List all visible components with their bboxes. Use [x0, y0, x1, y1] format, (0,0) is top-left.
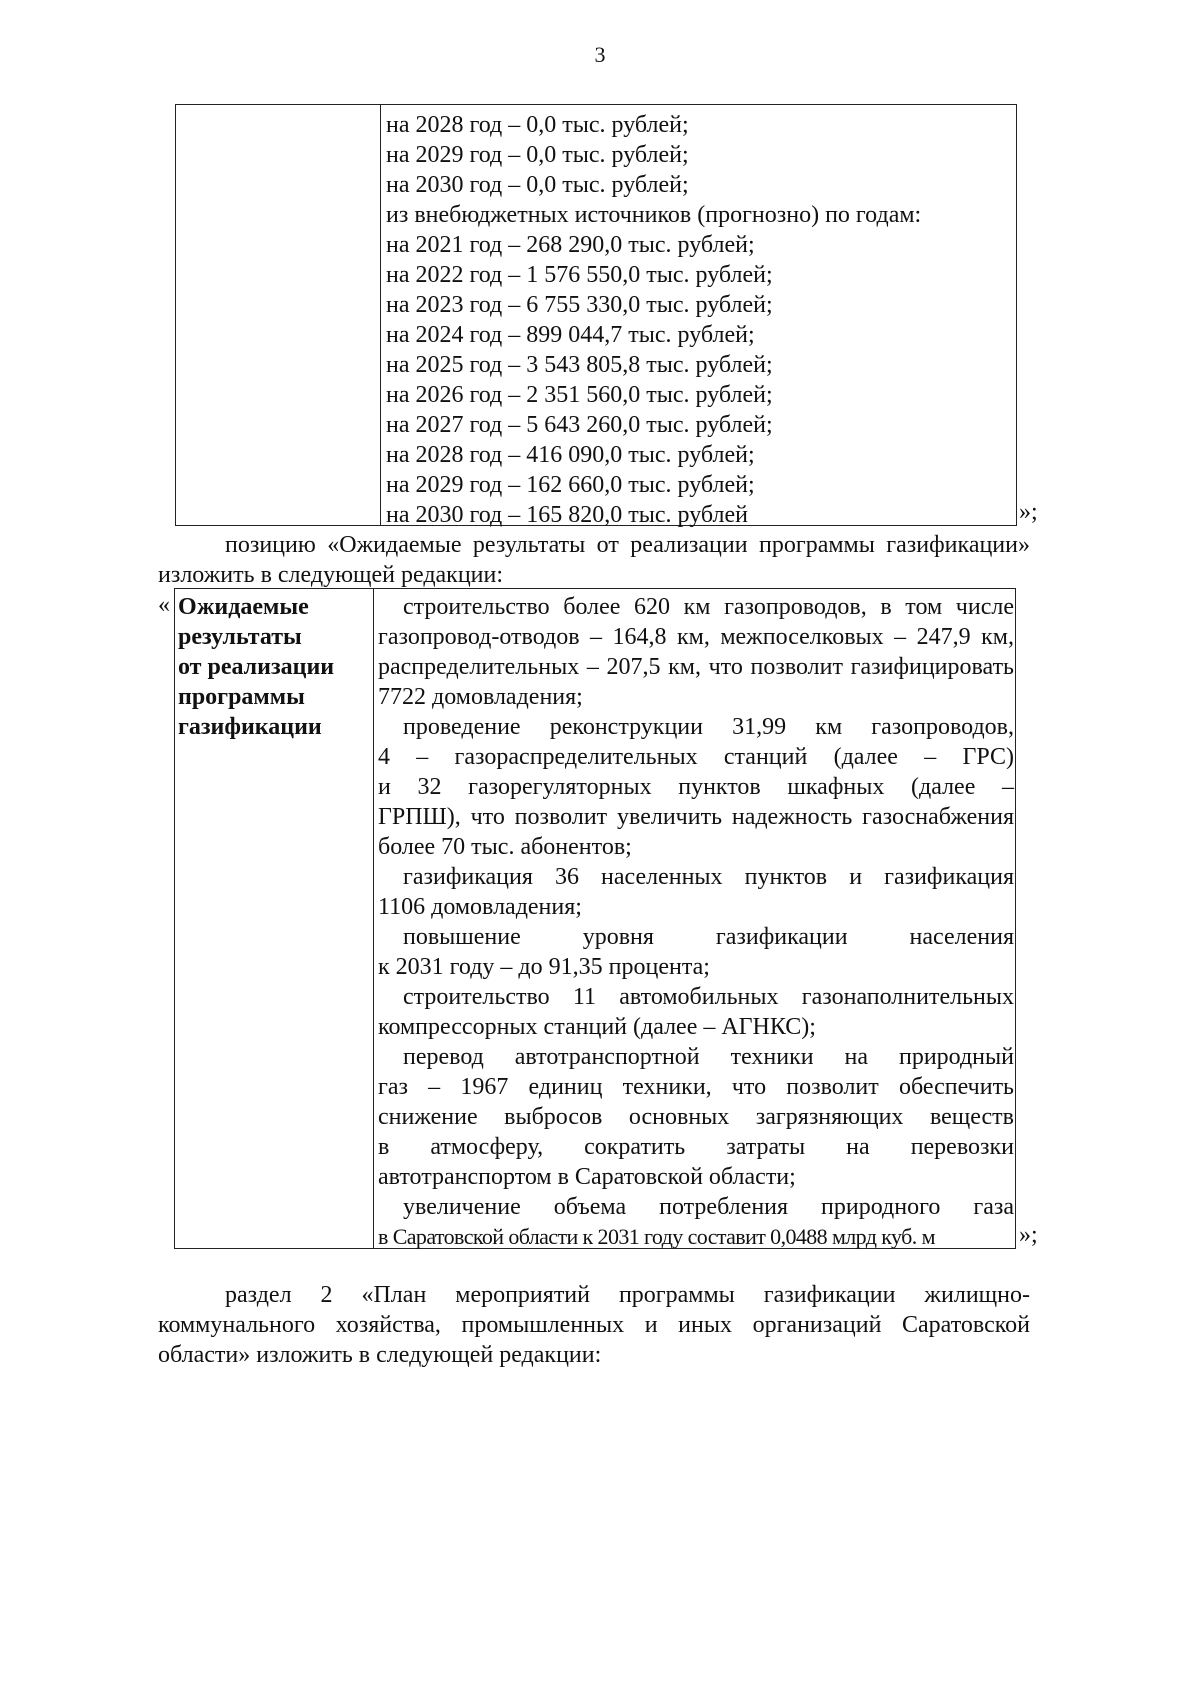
results-table-label	[178, 592, 368, 742]
funding-table-closing-quote: »;	[1019, 499, 1038, 525]
result-line: 7722 домовладения;	[378, 684, 583, 710]
section-paragraph	[158, 1280, 1030, 1370]
results-table-body	[378, 592, 1014, 1252]
funding-line: на 2023 год – 6 755 330,0 тыс. рублей;	[386, 292, 773, 318]
funding-line: на 2030 год – 0,0 тыс. рублей;	[386, 172, 689, 198]
funding-line: на 2022 год – 1 576 550,0 тыс. рублей;	[386, 262, 773, 288]
result-line: увеличение объема потребления природного газа	[403, 1194, 1014, 1220]
funding-table-cell	[386, 110, 1010, 530]
results-table-column-divider	[373, 589, 374, 1248]
label-line: Ожидаемые	[178, 594, 309, 620]
result-line: более 70 тыс. абонентов;	[378, 834, 632, 860]
result-line: ГРПШ), что позволит увеличить надежность газоснабжения	[378, 804, 1014, 830]
result-line: газ – 1967 единиц техники, что позволит обеспечить	[378, 1074, 1014, 1100]
result-line: 1106 домовладения;	[378, 894, 582, 920]
result-line: распределительных – 207,5 км, что позволит газифицировать	[378, 654, 1014, 680]
paragraph-line: коммунального хозяйства, промышленных и иных организаций Саратовской	[158, 1312, 1030, 1338]
result-line: строительство 11 автомобильных газонаполнительных	[403, 984, 1014, 1010]
funding-line: на 2029 год – 0,0 тыс. рублей;	[386, 142, 689, 168]
results-table	[174, 588, 1016, 1249]
result-line: компрессорных станций (далее – АГНКС);	[378, 1014, 816, 1040]
result-line: в атмосферу, сократить затраты на перевозки	[378, 1134, 1014, 1160]
result-line: перевод автотранспортной техники на природный	[403, 1044, 1014, 1070]
paragraph-line: позицию «Ожидаемые результаты от реализации программы газификации»	[225, 532, 1030, 558]
result-line: к 2031 году – до 91,35 процента;	[378, 954, 710, 980]
funding-line: на 2027 год – 5 643 260,0 тыс. рублей;	[386, 412, 773, 438]
result-line: 4 – газораспределительных станций (далее – ГРС)	[378, 744, 1014, 770]
result-line: в Саратовской области к 2031 году составит 0,0488 млрд куб. м	[378, 1224, 935, 1249]
result-line: газопровод-отводов – 164,8 км, межпоселковых – 247,9 км,	[378, 624, 1014, 650]
funding-line: на 2029 год – 162 660,0 тыс. рублей;	[386, 472, 755, 498]
funding-line: на 2025 год – 3 543 805,8 тыс. рублей;	[386, 352, 773, 378]
funding-line: на 2026 год – 2 351 560,0 тыс. рублей;	[386, 382, 773, 408]
page-number: 3	[594, 42, 606, 67]
funding-line: из внебюджетных источников (прогнозно) по годам:	[386, 202, 922, 228]
funding-line: на 2030 год – 165 820,0 тыс. рублей	[386, 502, 748, 528]
funding-line: на 2024 год – 899 044,7 тыс. рублей;	[386, 322, 755, 348]
paragraph-line: раздел 2 «План мероприятий программы газификации жилищно-	[225, 1282, 1030, 1308]
label-line: газификации	[178, 714, 322, 740]
result-line: снижение выбросов основных загрязняющих веществ	[378, 1104, 1014, 1130]
result-line: и 32 газорегуляторных пунктов шкафных (далее –	[378, 774, 1014, 800]
result-line: автотранспортом в Саратовской области;	[378, 1164, 796, 1190]
result-line: повышение уровня газификации населения	[403, 924, 1014, 950]
result-line: проведение реконструкции 31,99 км газопроводов,	[403, 714, 1014, 740]
funding-line: на 2028 год – 0,0 тыс. рублей;	[386, 112, 689, 138]
results-table-opening-quote: «	[158, 592, 170, 618]
paragraph-line: изложить в следующей редакции:	[158, 562, 504, 588]
label-line: программы	[178, 684, 305, 710]
funding-table	[175, 104, 1017, 526]
funding-table-column-divider	[380, 105, 381, 525]
result-line: газификация 36 населенных пунктов и газификация	[403, 864, 1014, 890]
paragraph-line: области» изложить в следующей редакции:	[158, 1342, 602, 1368]
funding-line: на 2021 год – 268 290,0 тыс. рублей;	[386, 232, 755, 258]
funding-line: на 2028 год – 416 090,0 тыс. рублей;	[386, 442, 755, 468]
position-paragraph	[158, 530, 1030, 590]
results-table-closing-quote: »;	[1019, 1222, 1038, 1248]
result-line: строительство более 620 км газопроводов, в том числе	[403, 594, 1014, 620]
label-line: от реализации	[178, 654, 335, 680]
label-line: результаты	[178, 624, 302, 650]
